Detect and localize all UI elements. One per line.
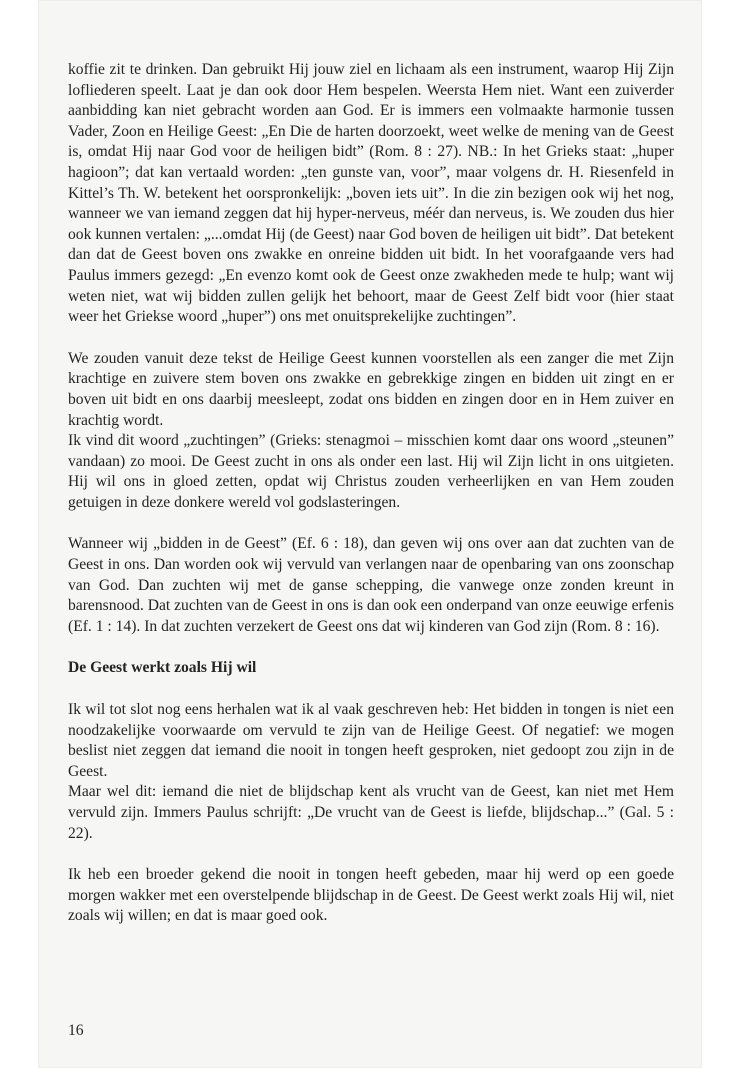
book-page: [38, 0, 702, 1068]
page-number: 16: [68, 1022, 84, 1039]
paragraph: Ik vind dit woord „zuchtingen” (Grieks: stenagmoi – misschien komt daar ons woord „steunen” vandaan) zo mooi. De Geest zucht in ons als onder een last. Hij wil Zijn licht in ons uitgieten. Hij wil ons in gloed zetten, opdat wij Christus zouden verheerlijken en van Hem zouden getuigen in deze donkere wereld vol godslasteringen.: [68, 432, 674, 511]
paragraph: We zouden vanuit deze tekst de Heilige Geest kunnen voorstellen als een zanger die met Zijn krachtige en zuivere stem boven ons zwakke en gebrekkige zingen en bidden uit zingt en er boven uit bidt en ons daarbij meesleept, zodat ons bidden en zingen door en in Hem zuiver en krachtig wordt.: [68, 349, 674, 429]
page-body: [68, 60, 674, 927]
paragraph: Wanneer wij „bidden in de Geest” (Ef. 6 : 18), dan geven wij ons over aan dat zuchten van de Geest in ons. Dan worden ook wij vervuld van verlangen naar de openbaring van ons zoonschap van God. Dan zuchten wij met de ganse schepping, die vanwege onze zonden kreunt in barensnood. Dat zuchten van de Geest in ons is dan ook een onderpand van onze eeuwige erfenis (Ef. 1 : 14). In dat zuchten verzekert de Geest ons dat wij kinderen van God zijn (Rom. 8 : 16).: [68, 535, 674, 635]
paragraph: Ik heb een broeder gekend die nooit in tongen heeft gebeden, maar hij werd op een goede morgen wakker met een overstelpende blijdschap in de Geest. De Geest werkt zoals Hij wil, niet zoals wij willen; en dat is maar goed ook.: [68, 866, 674, 925]
paragraph: koffie zit te drinken. Dan gebruikt Hij jouw ziel en lichaam als een instrument, waarop Hij Zijn lofliederen speelt. Laat je dan ook door Hem bespelen. Weerstа Hem niet. Want een zuiverder aanbidding kan niet gebracht worden aan God. Er is immers een volmaakte harmonie tussen Vader, Zoon en Heilige Geest: „En Die de harten doorzoekt, weet welke de mening van de Geest is, omdat Hij naar God voor de heiligen bidt” (Rom. 8 : 27). NB.: In het Grieks staat: „huper hagioon”; dat kan vertaald worden: „ten gunste van, voor”, maar volgens dr. H. Riesenfeld in Kittel’s Th. W. betekent het oorspronkelijk: „boven iets uit”. In die zin bezigen ook wij het nog, wanneer we van iemand zeggen dat hij hyper-nerveus, méér dan nerveus, is. We zouden dus hier ook kunnen vertalen: „...omdat Hij (de Geest) naar God boven de heiligen uit bidt”. Dat betekent dan dat de Geest boven ons zwakke en onreine bidden uit bidt. In het voorafgaande vers had Paulus immers gezegd: „En evenzo komt ook de Geest onze zwakheden mede te hulp; want wij weten niet, wat wij bidden zullen gelijk het behoort, maar de Geest Zelf bidt voor (hier staat weer het Griekse woord „huper”) ons met onuitsprekelijke zuchtingen”.: [68, 61, 674, 326]
paragraph: Ik wil tot slot nog eens herhalen wat ik al vaak geschreven heb: Het bidden in tongen is niet een noodzakelijke voorwaarde om vervuld te zijn van de Heilige Geest. Of negatief: we mogen beslist niet zeggen dat iemand die nooit in tongen heeft gesproken, niet gedoopt zou zijn in de Geest.: [68, 701, 674, 780]
section-heading: De Geest werkt zoals Hij wil: [68, 659, 257, 677]
paragraph: Maar wel dit: iemand die niet de blijdschap kent als vrucht van de Geest, kan niet met Hem vervuld zijn. Immers Paulus schrijft: „De vrucht van de Geest is liefde, blijdschap...” (Gal. 5 : 22).: [68, 783, 674, 842]
